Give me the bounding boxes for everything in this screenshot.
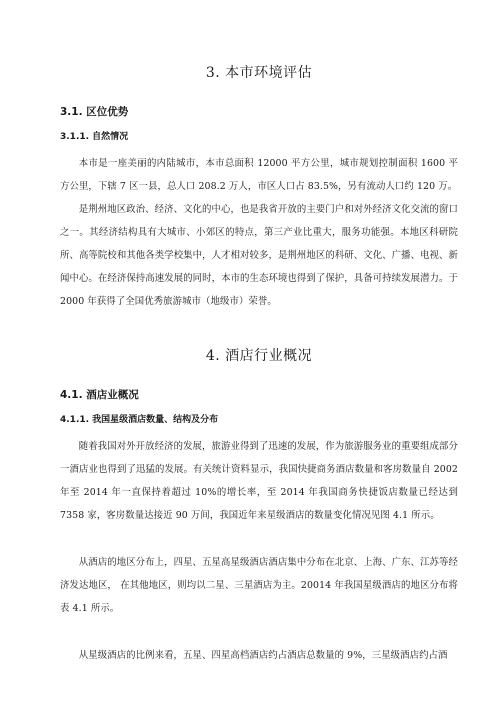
section-3-1-heading: 3.1. 区位优势 — [60, 106, 129, 118]
section-4-1-heading: 4.1. 酒店业概况 — [60, 389, 139, 401]
section-3-title: 3. 本市环境评估 — [205, 65, 313, 81]
paragraph-regional-center: 是荆州地区政治、经济、文化的中心，也是我省开放的主要门户和对外经济文化交流的窗口之一。其经济结构具有大城市、小郊区的特点，第三产业比重大，服务功能强。本地区科研院所、高等院校和其他各类学校集中，人才相对较多，是荆州地区的科研、文化、广播、电视、新闻中心。在经济保持高速发展的同时，本市的生态环境也得到了保护，具备可持续发展潜力。于 2000 年获得了全国优秀旅游城市（地级市）荣誉。 — [60, 204, 458, 307]
section-3-1-1-heading: 3.1.1. 自然情况 — [60, 132, 129, 142]
paragraph-hotel-distribution: 从酒店的地区分布上，四星、五星高星级酒店酒店集中分布在北京、上海、广东、江苏等经济发达地区， 在其他地区，则均以二星、三星酒店为主。20014 年我国星级酒店的地区分布将表 4.1 所示。 — [60, 557, 458, 614]
section-4-title: 4. 酒店行业概况 — [205, 348, 313, 364]
section-4-1-1-heading: 4.1.1. 我国星级酒店数量、结构及分布 — [60, 415, 219, 425]
paragraph-city-overview: 本市是一座美丽的内陆城市，本市总面积 12000 平方公里，城市规划控制面积 1600 平方公里，下辖 7 区一县，总人口 208.2 万人，市区人口占 83.5%，另有流动人口约 120 万。 — [60, 158, 458, 192]
paragraph-hotel-ratio: 从星级酒店的比例来看，五星、四星高档酒店约占酒店总数量的 9%，三星级酒店约占酒 — [78, 650, 448, 661]
paragraph-hotel-growth: 随着我国对外开放经济的发展，旅游业得到了迅速的发展，作为旅游服务业的重要组成部分一酒店业也得到了迅猛的发展。有关统计资料显示，我国快捷商务酒店数量和客房数量自 2002 年至 2014 年一直保持着超过 10%的增长率，至 2014 年我国商务快捷饭店数量已经达到 7358 家，客房数量达接近 90 万间，我国近年来星级酒店的数量变化情况见图 4.1 所示。 — [60, 441, 458, 521]
